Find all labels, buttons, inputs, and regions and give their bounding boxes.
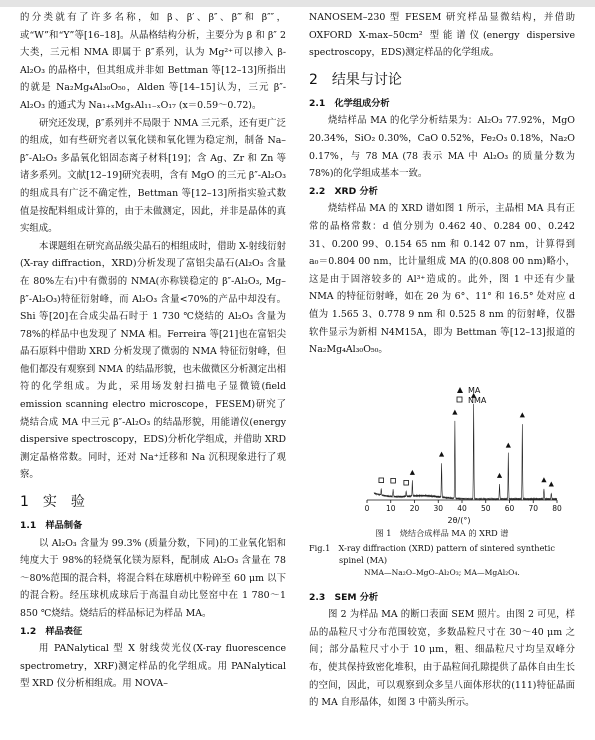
legend-nma-label: NMA <box>468 395 487 405</box>
intro-paragraph: 的分类就有了许多名称，如 β、β′、β″、β‴和 β″″，或“W”和“Y”等[16–18]。从晶格结构分析，主要分为 β 和 β″ 2 大类，三元相 NMA 即属于 β″系列，认为 Mg²⁺可以掺入 β-Al₂O₃ 的晶格中，但其组成并非如 Bettman 等[12–13]所指出的就是 Na₂Mg₄Al₃₀O₅₀，Alden 等[14–15]认为，三元 β″-Al₂O₃ 的通式为 Na₁₊ₓMgₓAl₁₁₋ₓO₁₇ (x＝0.59～0.72)。 <box>20 12 286 111</box>
figure-caption-en: Fig.1 X-ray diffraction (XRD) pattern of sintered synthetic spinel (MA) <box>309 542 555 566</box>
chem-paragraph: 烧结样品 MA 的化学分析结果为：Al₂O₃ 77.92%，MgO 20.34%，SiO₂ 0.30%，CaO 0.52%，Fe₂O₃ 0.18%，Na₂O 0.17%，与 78 MA (78 表示 MA 中 Al₂O₃ 的质量分数为 78%)的化学组成基本一致。 <box>309 115 575 180</box>
section-heading-results: 2 结果与讨论 <box>309 71 402 88</box>
subsection-heading-char: 1.2 样品表征 <box>20 625 83 637</box>
x-axis-label: 2θ/(°) <box>447 515 471 525</box>
figure-caption-cn: 图 1 烧结合成样品 MA 的 XRD 谱 <box>375 527 509 538</box>
x-tick-label: 40 <box>457 503 467 513</box>
research-paragraph: 研究还发现，β″系列并不局限于 NMA 三元系，还有更广泛的组成，如有些研究者以氧化镁和氧化锂为稳定剂，制备 Na–β″-Al₂O₃ 多晶氧化铝固态离子材料[19]；含 Ag、Zr 和 Zn 等诸多系列。文献[12–19]研究表明，含有 MgO 的三元 β″-Al₂O₃ 的组成具有广泛不确定性，Bettman 等[12–13]所指实验式数值是按配料组成计算的，由于未做测定，因此，并非是晶体的真实组成。 <box>20 117 286 235</box>
left-column <box>20 9 286 693</box>
x-tick-label: 50 <box>480 503 491 513</box>
xrd-chart <box>309 373 575 525</box>
char-paragraph: 用 PANalytical 型 X 射线荧光仪(X-ray fluorescence spectrometry，XRF)测定样品的化学组成。用 PANalytical 型 XRD 仪分析相组成。用 NOVA– <box>20 643 286 690</box>
x-tick-label: 70 <box>528 503 539 513</box>
prep-paragraph: 以 Al₂O₃ 含量为 99.3% (质量分数，下同)的工业氧化铝和纯度大于 98%的轻烧氧化镁为原料，配制成 Al₂O₃ 含量在 78～80%范围的混合料，将混合料在球磨机中粉碎至 60 μm 以下的混合粉。经压球机成球后于高温自动比竖窑中在 1 780～1 850 ℃烧结。烧结后的样品标记为样品 MA。 <box>20 537 286 619</box>
subsection-heading-xrd: 2.2 XRD 分析 <box>309 185 378 197</box>
right-column <box>309 9 575 712</box>
group-paragraph: 本课题组在研究高品级尖晶石的相组成时，借助 X-射线衍射(X-ray diffraction，XRD)分析发现了富铝尖晶石(Al₂O₃ 含量在 80%左右)中有微弱的 NMA(亦称镁稳定的 β″-Al₂O₃, Mg–β″-Al₂O₃)特征衍射峰，而 Al₂O₃ 含量<70%的产品中却没有。Shi 等[20]在合成尖晶石时于 1 730 ℃烧结的 Al₂O₃ 含量为 78%的样品中也发现了 NMA 相。Ferreira 等[21]也在富铝尖晶石原料中借助 XRD 分析发现了微弱的 NMA 特征衍射峰，但他们都没有观察到 NMA 的结晶形貌，也未做微区分析测定出相符的化学组成。为此，采用场发射扫描电子显微镜(field emission scanning electro microscope，FESEM)研究了烧结合成 MA 中三元 β″-Al₂O₃ 的结晶形貌，用能谱仪(energy dispersive spectroscopy，EDS)分析化学组成，并借助 XRD 测定晶格常数。同时，还对 Na⁺迁移和 Na 沉积现象进行了观察。 <box>20 240 286 481</box>
figure-caption-note: NMA—Na₂O–MgO–Al₂O₃; MA—MgAl₂O₄. <box>364 567 520 577</box>
subsection-heading-prep: 1.1 样品制备 <box>20 520 83 532</box>
xrd-figure <box>309 373 575 525</box>
subsection-heading-sem: 2.3 SEM 分析 <box>309 591 379 603</box>
continued-paragraph: NANOSEM–230 型 FESEM 研究样品显微结构，并借助 OXFORD X-max–50cm² 型能谱仪(energy dispersive spectroscopy，EDS)测定样品的化学组成。 <box>309 12 575 59</box>
x-tick-label: 60 <box>504 503 515 513</box>
x-tick-label: 0 <box>364 503 370 513</box>
section-heading-experiment: 1 实 验 <box>20 494 85 511</box>
sem-paragraph: 图 2 为样品 MA 的断口表面 SEM 照片。由图 2 可见，样品的晶粒尺寸分布范围较宽，多数晶粒尺寸在 30～40 μm 之间；部分晶粒尺寸小于 10 μm，粗、细晶粒尺寸均呈双峰分布，使其保持致密化堆积，由于晶粒间孔隙提供了晶体自由生长的空间，因此，可以观察到众多呈八面体形状的(111)特征晶面的 MA 自形晶体，如图 3 中箭头所示。 <box>309 609 575 709</box>
page-header-band <box>0 0 595 7</box>
x-tick-label: 10 <box>385 503 396 513</box>
legend-ma-label: MA <box>468 385 481 395</box>
xrd-paragraph: 烧结样品 MA 的 XRD 谱如图 1 所示，主晶相 MA 具有正常的晶格常数：d 值分别为 0.462 40、0.284 00、0.242 31、0.200 99、0.154 65 nm 和 0.142 07 nm，计算得到 a₀＝0.804 00 nm，比计量组成 MA 的(0.808 00 nm)略小，这是由于固溶较多的 Al³⁺造成的。此外，图 1 中还有少量 NMA 的特征衍射峰，如在 2θ 为 6°、11° 和 16.5° 处对应 d 值为 1.565 3、0.778 9 nm 和 0.525 8 nm 的衍射峰，仪器软件显示为新相 N4M15A，即为 Bettman 等[12–13]报道的 Na₂Mg₄Al₃₀O₅₀。 <box>309 203 575 356</box>
x-tick-label: 80 <box>552 503 562 513</box>
x-tick-label: 30 <box>433 503 444 513</box>
subsection-heading-chem: 2.1 化学组成分析 <box>309 97 390 109</box>
x-tick-label: 20 <box>409 503 420 513</box>
